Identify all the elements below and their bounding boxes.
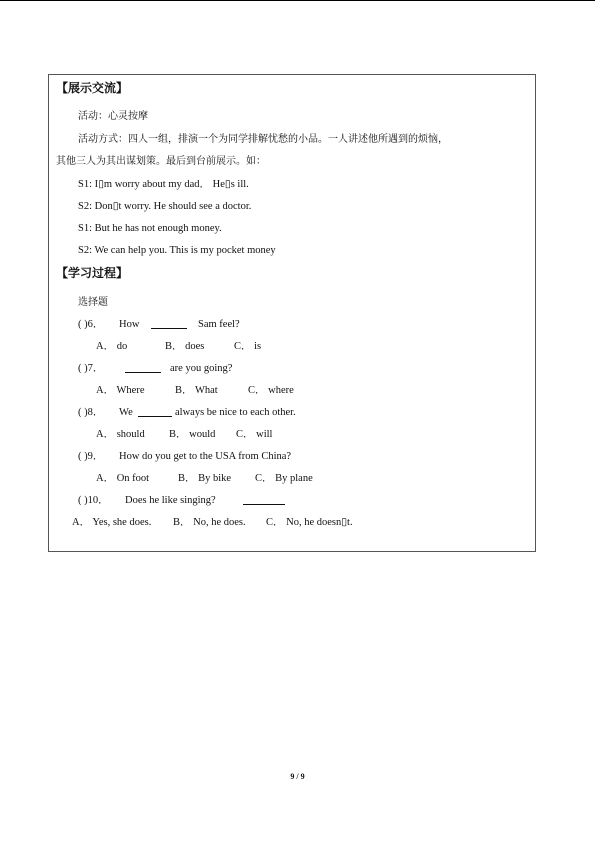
- dialogue-line: S2: Don▯t worry. He should see a doctor.: [78, 201, 252, 212]
- option-a: A． do: [96, 341, 128, 352]
- question-stem: We: [119, 407, 133, 418]
- page-number: 9 / 9: [290, 772, 305, 781]
- answer-blank: [138, 406, 172, 422]
- option-c: C． is: [234, 341, 262, 352]
- question-10: [78, 494, 518, 508]
- question-number: ( )8．: [78, 407, 104, 418]
- question-stem: Sam feel?: [198, 319, 240, 330]
- option-c: C． where: [248, 385, 294, 396]
- options-8: [96, 428, 396, 442]
- question-6: [78, 318, 518, 332]
- option-b: B． No, he does.: [173, 517, 246, 528]
- option-b: B． By bike: [178, 473, 232, 484]
- option-c: C． No, he doesn▯t.: [266, 517, 353, 528]
- activity-name: 活动：心灵按摩: [78, 111, 148, 122]
- options-9: [96, 472, 396, 486]
- option-a: A． should: [96, 429, 145, 440]
- dialogue-line: S1: I▯m worry about my dad． He▯s ill.: [78, 179, 249, 190]
- answer-blank: [151, 318, 187, 334]
- question-7: [78, 362, 518, 376]
- question-stem: How: [119, 319, 140, 330]
- question-stem: are you going?: [170, 363, 233, 374]
- question-9: [78, 450, 518, 464]
- option-a: A． On foot: [96, 473, 150, 484]
- question-number: ( )10．: [78, 495, 109, 506]
- section-heading-process: 【学习过程】: [56, 266, 129, 280]
- options-7: [96, 384, 396, 398]
- section-heading-display: 【展示交流】: [56, 81, 129, 95]
- question-stem: Does he like singing?: [125, 495, 216, 506]
- option-a: A． Yes, she does.: [72, 517, 152, 528]
- dialogue-line: S2: We can help you. This is my pocket money: [78, 245, 276, 256]
- dialogue-line: S1: But he has not enough money.: [78, 223, 222, 234]
- top-rule: [0, 0, 595, 1]
- activity-method-line2: 其他三人为其出谋划策。最后到台前展示。如：: [56, 156, 266, 167]
- option-a: A． Where: [96, 385, 145, 396]
- question-stem: always be nice to each other.: [175, 407, 296, 418]
- answer-blank: [125, 362, 161, 378]
- question-number: ( )7．: [78, 363, 104, 374]
- question-stem: How do you get to the USA from China?: [119, 451, 292, 462]
- options-6: [96, 340, 396, 354]
- options-10: [72, 516, 512, 530]
- activity-method-line1: 活动方式：四人一组，排演一个为同学排解忧愁的小品。一人讲述他所遇到的烦恼，: [78, 134, 448, 145]
- question-number: ( )9．: [78, 451, 104, 462]
- question-type-title: 选择题: [78, 297, 108, 308]
- question-8: [78, 406, 518, 420]
- option-b: B． What: [175, 385, 218, 396]
- answer-blank: [243, 494, 285, 510]
- option-b: B． would: [169, 429, 216, 440]
- question-number: ( )6．: [78, 319, 104, 330]
- option-c: C． By plane: [255, 473, 313, 484]
- option-c: C． will: [236, 429, 273, 440]
- option-b: B． does: [165, 341, 205, 352]
